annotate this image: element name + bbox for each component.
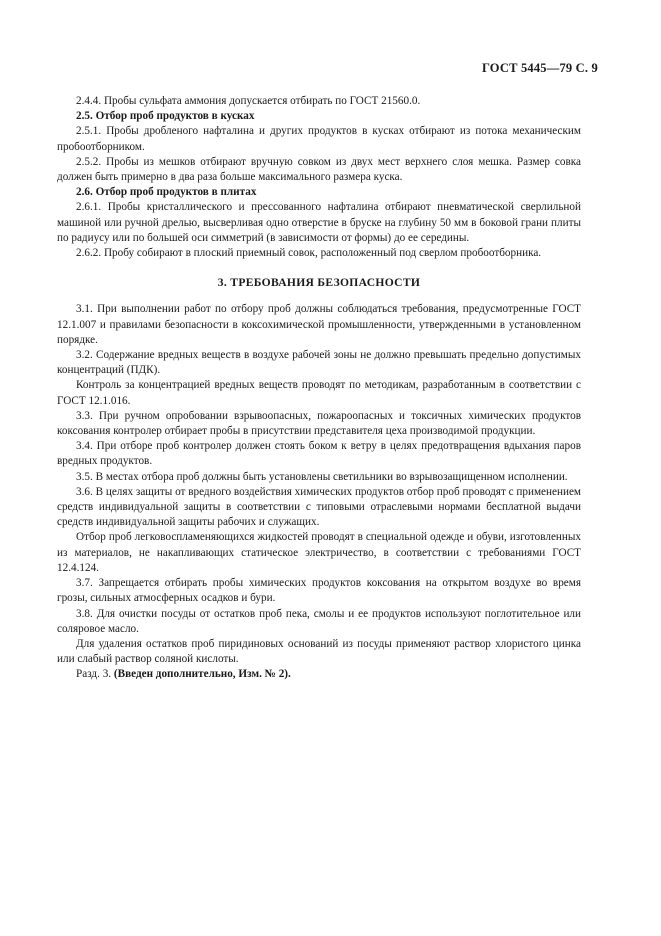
clause-3-3: 3.3. При ручном опробовании взрывоопасных, пожароопасных и токсичных химических продуктов коксования контролер отбирает пробы в присутствии представителя цеха производимой продукции. [57, 409, 581, 438]
clause-2-4-4: 2.4.4. Пробы сульфата аммония допускается отбирать по ГОСТ 21560.0. [76, 95, 421, 107]
clause-3-8-pyridine: Для удаления остатков проб пиридиновых оснований из посуды применяют раствор хлористого цинка или слабый раствор соляной кислоты. [57, 637, 581, 666]
page-header: ГОСТ 5445—79 С. 9 [481, 61, 598, 75]
clause-3-6: 3.6. В целях защиты от вредного воздействия химических продуктов отбор проб проводят с применением средств индивидуальной защиты в соответствии с типовыми отраслевыми нормами бесплатной выдачи средств индивидуальной защиты рабочих и служащих. [57, 485, 581, 529]
amendment-text: (Введен дополнительно, Изм. № 2). [113, 668, 291, 681]
subsection-2-6-title: 2.6. Отбор проб продуктов в плитах [76, 186, 257, 199]
clause-3-8: 3.8. Для очистки посуды от остатков проб пека, смолы и ее продуктов используют поглотительное или соляровое масло. [57, 607, 581, 635]
clause-2-6-2: 2.6.2. Пробу собирают в плоский приемный совок, расположенный под сверлом пробоотборника. [76, 247, 542, 260]
document-body [57, 94, 581, 683]
section-3-title: 3. ТРЕБОВАНИЯ БЕЗОПАСНОСТИ [217, 276, 421, 290]
clause-2-5-1: 2.5.1. Пробы дробленого нафталина и других продуктов в кусках отбирают из потока механическим пробоотборником. [57, 125, 581, 153]
clause-3-1: 3.1. При выполнении работ по отбору проб должны соблюдаться требования, предусмотренные ГОСТ 12.1.007 и правилами безопасности в коксохимической промышленности, утвержденными в установленном порядке. [57, 303, 581, 346]
clause-2-6-1: 2.6.1. Пробы кристаллического и прессованного нафталина отбирают пневматической сверлильной машиной или ручной дрелью, высверливая одно отверстие в бруске на глубину 50 мм в боковой грани плиты по радиусу или по большей оси симметрий (в зависимости от формы) до ее середины. [57, 201, 581, 244]
subsection-2-5-title: 2.5. Отбор проб продуктов в кусках [76, 110, 255, 123]
amendment-prefix: Разд. 3. [76, 668, 114, 681]
clause-2-5-2: 2.5.2. Пробы из мешков отбирают вручную совком из двух мест верхнего слоя мешка. Размер совка должен быть примерно в два раза больше максимального размера куска. [57, 155, 581, 184]
clause-3-5: 3.5. В местах отбора проб должны быть установлены светильники во взрывозащищенном исполнении. [76, 470, 568, 483]
amendment-note [57, 667, 581, 682]
clause-3-6-flammable: Отбор проб легковоспламеняющихся жидкостей проводят в специальной одежде и обуви, изготовленных из материалов, не накапливающих статическое электричество, в соответствии с требованиями ГОСТ 12.4.124. [57, 531, 581, 574]
clause-3-2: 3.2. Содержание вредных веществ в воздухе рабочей зоны не должно превышать предельно допустимых концентраций (ПДК). [57, 349, 581, 377]
clause-3-4: 3.4. При отборе проб контролер должен стоять боком к ветру в целях предотвращения вдыхания паров вредных продуктов. [57, 440, 581, 468]
clause-3-2-control: Контроль за концентрацией вредных веществ проводят по методикам, разработанным в соответствии с ГОСТ 12.1.016. [57, 379, 581, 407]
clause-3-7: 3.7. Запрещается отбирать пробы химических продуктов коксования на открытом воздухе во время грозы, сильных атмосферных осадков и бури. [57, 577, 581, 605]
